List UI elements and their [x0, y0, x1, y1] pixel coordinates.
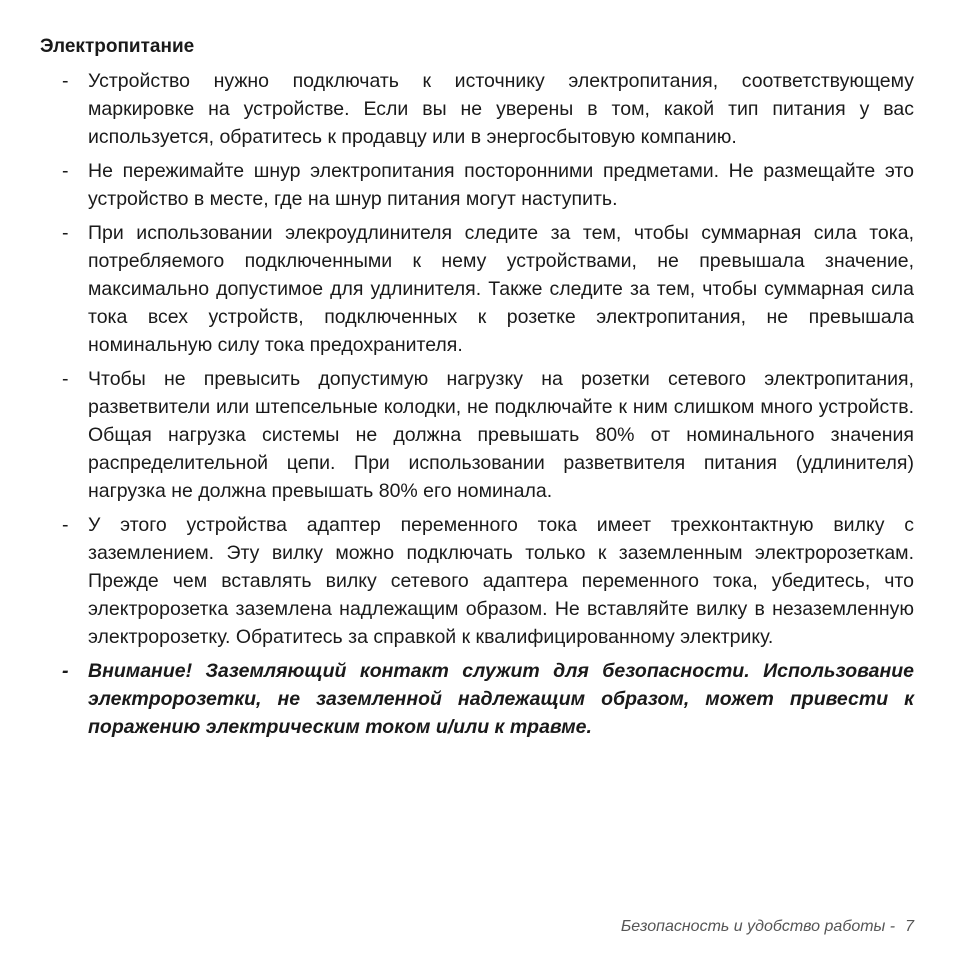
list-bullet: - — [62, 70, 69, 92]
page-footer — [621, 917, 914, 937]
list-bullet: - — [62, 660, 69, 682]
list-item-text: У этого устройства адаптер переменного тока имеет трехконтактную вилку с заземлением. Эту вилку можно подключать только к заземленным электророзеткам. Прежде чем вставлять вилку сетевого адаптера переменного тока, убедитесь, что электророзетка заземлена надлежащим образом. Не вставляйте вилку в незаземленную электророзетку. Обратитесь за справкой к квалифицированному электрику. — [88, 514, 914, 648]
warning-list-item — [60, 657, 914, 741]
list-item — [60, 365, 914, 505]
warning-text: Внимание! Заземляющий контакт служит для безопасности. Использование электророзетки, не заземленной надлежащим образом, может привести к поражению электрическим током и/или к травме. — [88, 660, 914, 738]
list-item — [60, 219, 914, 359]
page-number: 7 — [905, 918, 914, 935]
section-heading: Электропитание — [40, 36, 195, 57]
list-item — [60, 511, 914, 651]
power-safety-list — [60, 67, 914, 747]
list-item — [60, 157, 914, 213]
list-item-text: Чтобы не превысить допустимую нагрузку на розетки сетевого электропитания, разветвители или штепсельные колодки, не подключайте к ним слишком много устройств. Общая нагрузка системы не должна превышать 80% от номинального значения распределительной цепи. При использовании разветвителя питания (удлинителя) нагрузка не должна превышать 80% его номинала. — [88, 368, 914, 502]
list-bullet: - — [62, 368, 69, 390]
footer-section-name: Безопасность и удобство работы - — [620, 918, 896, 935]
list-item-text: Не пережимайте шнур электропитания посторонними предметами. Не размещайте это устройство в месте, где на шнур питания могут наступить. — [88, 160, 914, 210]
list-item-text: При использовании элекроудлинителя следите за тем, чтобы суммарная сила тока, потребляемого подключенными к нему устройствами, не превышала значение, максимально допустимое для удлинителя. Также следите за тем, чтобы суммарная сила тока всех устройств, подключенных к розетке электропитания, не превышала номинальную силу тока предохранителя. — [88, 222, 914, 356]
list-bullet: - — [62, 514, 69, 536]
list-item-text: Устройство нужно подключать к источнику электропитания, соответствующему маркировке на устройстве. Если вы не уверены в том, какой тип питания у вас используется, обратитесь к продавцу или в энергосбытовую компанию. — [88, 70, 914, 148]
list-bullet: - — [62, 222, 69, 244]
list-bullet: - — [62, 160, 69, 182]
list-item — [60, 67, 914, 151]
